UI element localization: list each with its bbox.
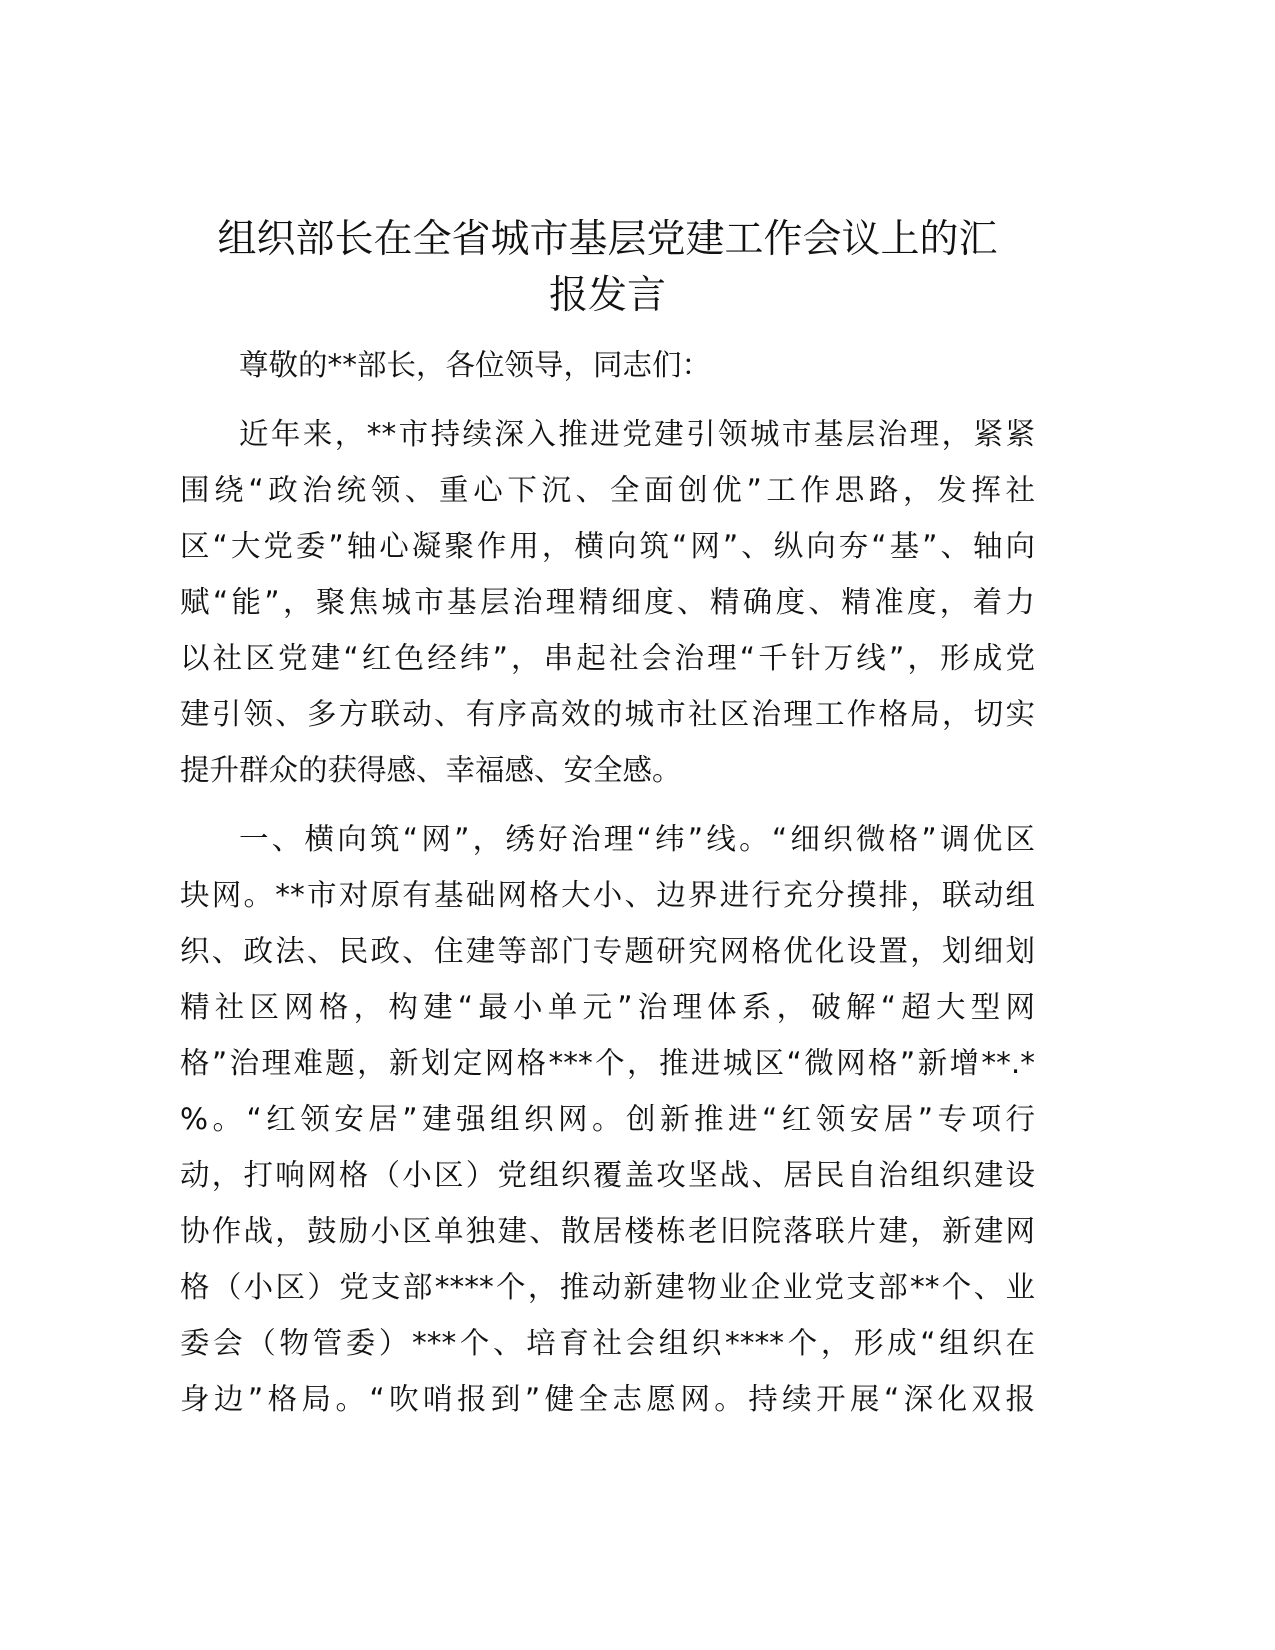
text-line: 精社区网格，构建“最小单元”治理体系，破解“超大型网 <box>180 990 1035 1024</box>
text-line: 身边”格局。“吹哨报到”健全志愿网。持续开展“深化双报 <box>180 1382 1035 1416</box>
text-line: 协作战，鼓励小区单独建、散居楼栋老旧院落联片建，新建网 <box>180 1214 1035 1248</box>
document-body <box>180 337 1035 1427</box>
text-line: 围绕“政治统领、重心下沉、全面创优”工作思路，发挥社 <box>180 473 1035 507</box>
text-line: 赋“能”，聚焦城市基层治理精细度、精确度、精准度，着力 <box>180 585 1035 619</box>
text-line: 格（小区）党支部****个，推动新建物业企业党支部**个、业 <box>180 1270 1035 1304</box>
title-line: 组织部长在全省城市基层党建工作会议上的汇 <box>217 217 998 262</box>
section-one-paragraph <box>180 811 1035 1427</box>
salutation-paragraph <box>180 337 1035 393</box>
text-line: 块网。**市对原有基础网格大小、边界进行充分摸排，联动组 <box>180 878 1035 912</box>
text-line: 织、政法、民政、住建等部门专题研究网格优化设置，划细划 <box>180 934 1035 968</box>
text-line: 尊敬的**部长，各位领导，同志们： <box>239 348 712 382</box>
text-line: 区“大党委”轴心凝聚作用，横向筑“网”、纵向夯“基”、轴向 <box>180 529 1035 563</box>
text-line: 提升群众的获得感、幸福感、安全感。 <box>180 753 682 787</box>
title-line: 报发言 <box>548 273 666 318</box>
text-line: 以社区党建“红色经纬”，串起社会治理“千针万线”，形成党 <box>180 641 1035 675</box>
text-line: 建引领、多方联动、有序高效的城市社区治理工作格局，切实 <box>180 697 1035 731</box>
text-line: 一、横向筑“网”，绣好治理“纬”线。“细织微格”调优区 <box>239 822 1035 856</box>
intro-paragraph <box>180 406 1035 798</box>
text-line: %。“红领安居”建强组织网。创新推进“红领安居”专项行 <box>180 1102 1035 1136</box>
document-title <box>180 212 1035 324</box>
text-line: 格”治理难题，新划定网格***个，推进城区“微网格”新增**.* <box>180 1046 1035 1080</box>
text-line: 动，打响网格（小区）党组织覆盖攻坚战、居民自治组织建设 <box>180 1158 1035 1192</box>
text-line: 委会（物管委）***个、培育社会组织****个，形成“组织在 <box>180 1326 1035 1360</box>
text-line: 近年来，**市持续深入推进党建引领城市基层治理，紧紧 <box>239 417 1035 451</box>
